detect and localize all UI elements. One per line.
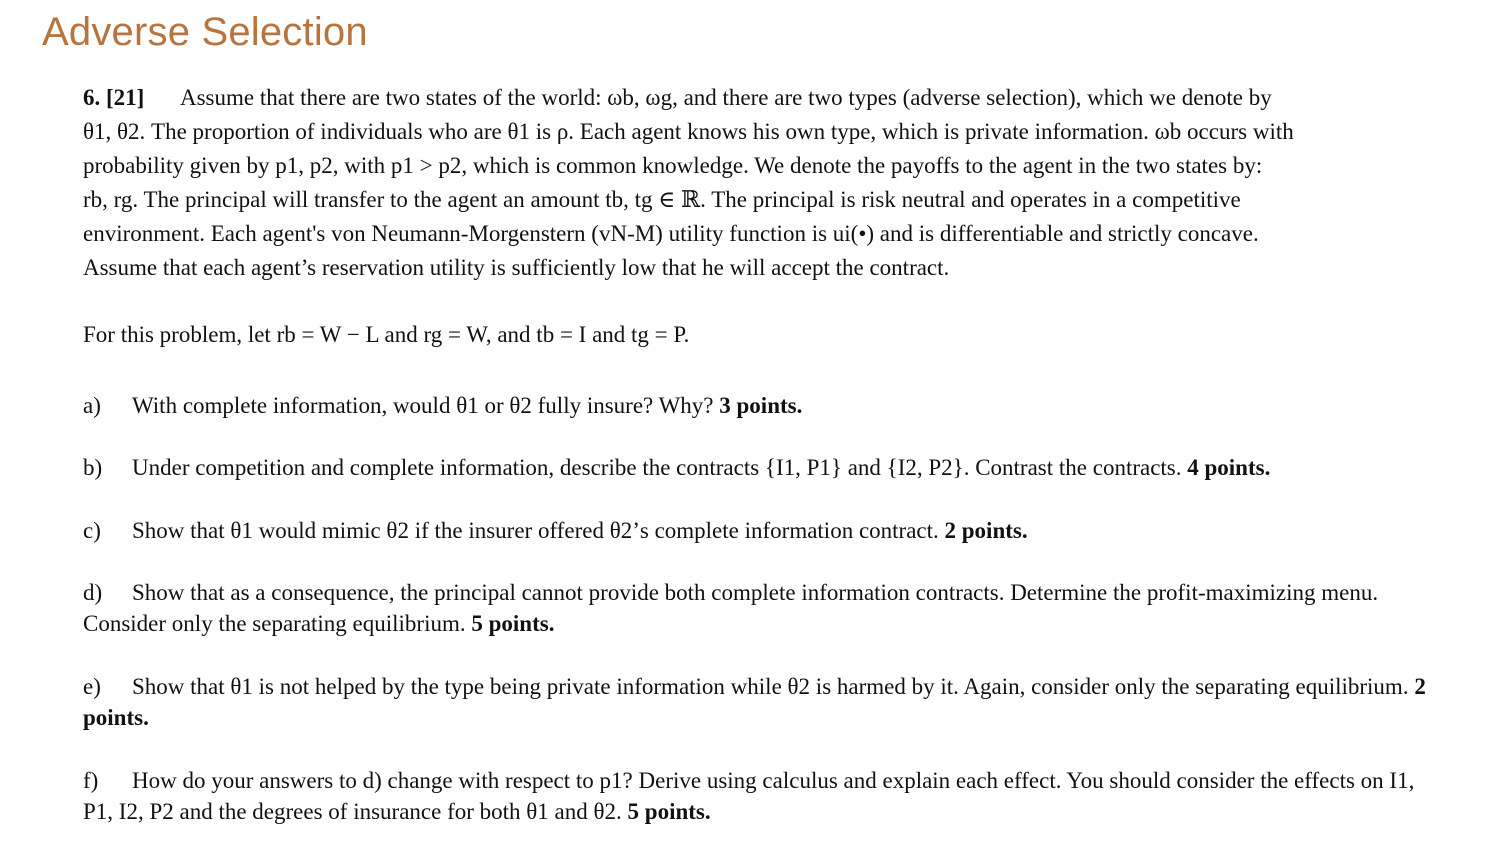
problem-setup: For this problem, let rb = W − L and rg = W, and tb = I and tg = P. [83,322,690,347]
intro-line: θ1, θ2. The proportion of individuals who are θ1 is ρ. Each agent knows his own type, which is private information. ωb occurs with [83,119,1294,144]
part-label: e) [83,674,101,699]
intro-line: probability given by p1, p2, with p1 > p2, which is common knowledge. We denote the payoffs to the agent in the two states by: [83,153,1263,178]
intro-line: environment. Each agent's von Neumann-Morgenstern (vN-M) utility function is ui(•) and is differentiable and strictly concave. [83,221,1259,246]
part-text: With complete information, would θ1 or θ2 fully insure? Why? [132,393,714,418]
part-a [83,389,1428,422]
part-points: 5 points. [471,611,555,636]
part-d [83,577,1428,639]
part-f [83,765,1428,827]
intro-line: Assume that there are two states of the world: ωb, ωg, and there are two types (adverse selection), which we denote by [180,85,1272,110]
part-b [83,451,1428,484]
intro-line: Assume that each agent’s reservation utility is sufficiently low that he will accept the contract. [83,255,950,280]
part-points: 2 points. [944,518,1028,543]
part-text: Show that θ1 would mimic θ2 if the insurer offered θ2’s complete information contract. [132,518,939,543]
part-text: How do your answers to d) change with respect to p1? Derive using calculus and explain each effect. You should consider the effects on I1, P1, I2, P2 and the degrees of insurance for both θ1 and θ2. [83,768,1415,824]
part-label: a) [83,393,101,418]
part-label: f) [83,768,99,793]
part-label: c) [83,518,101,543]
page-title: Adverse Selection [42,10,368,54]
part-points: 2 points. [83,674,1426,730]
part-label: d) [83,580,103,605]
intro-line: rb, rg. The principal will transfer to the agent an amount tb, tg ∈ ℝ. The principal is risk neutral and operates in a competitive [83,187,1241,212]
part-points: 3 points. [719,393,803,418]
part-e [83,671,1428,733]
question-label: 6. [21] [83,85,145,110]
part-c [83,514,1428,547]
part-points: 4 points. [1187,455,1271,480]
part-points: 5 points. [627,799,711,824]
question-intro [83,81,1428,285]
part-label: b) [83,455,103,480]
part-text: Show that as a consequence, the principal cannot provide both complete information contracts. Determine the profit-maximizing menu. Consider only the separating equilibrium. [83,580,1379,636]
part-text: Under competition and complete information, describe the contracts {I1, P1} and {I2, P2}. Contrast the contracts. [132,455,1182,480]
part-text: Show that θ1 is not helped by the type being private information while θ2 is harmed by it. Again, consider only the separating equilibrium. [132,674,1409,699]
